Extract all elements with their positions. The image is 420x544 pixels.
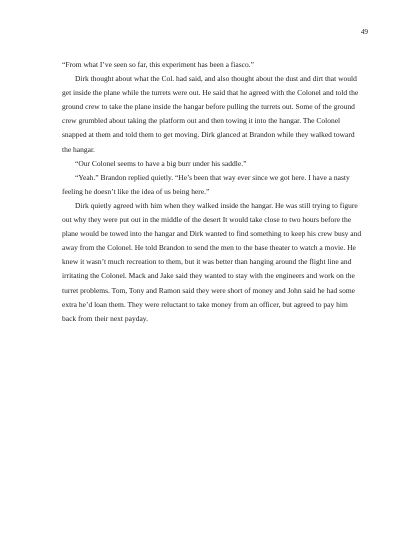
paragraph: Dirk quietly agreed with him when they walked inside the hangar. He was still trying to figure out why they were put out in the middle of the desert It would take close to two hours before the plane would be towed into the hangar and Dirk wanted to find something to keep his crew busy and away from the Colonel. He told Brandon to send the men to the base theater to watch a movie. He knew it wasn’t much recreation to them, but it was better than hanging around the flight line and irritating the Colonel. Mack and Jake said they wanted to stay with the engineers and work on the turret problems. Tom, Tony and Ramon said they were short of money and John said he had some extra he’d loan them. They were reluctant to take money from an officer, but agreed to pay him back from their next payday. <box>62 200 362 323</box>
paragraph: “From what I’ve seen so far, this experiment has been a fiasco.” <box>62 60 254 69</box>
page-number: 49 <box>360 28 368 36</box>
paragraph: Dirk thought about what the Col. had said, and also thought about the dust and dirt that would get inside the plane while the turrets were out. He said that he agreed with the Colonel and told the ground crew to take the plane inside the hangar before pulling the turrets out. Some of the ground crew grumbled about taking the platform out and then towing it into the hangar. The Colonel snapped at them and told them to get moving. Dirk glanced at Brandon while they walked toward the hangar. <box>62 74 359 154</box>
body-text <box>62 58 362 326</box>
paragraph: “Our Colonel seems to have a big burr under his saddle.” <box>75 158 247 168</box>
paragraph: “Yeah.” Brandon replied quietly. “He’s been that way ever since we got here. I have a nasty feeling he doesn’t like the idea of us being here.” <box>62 172 350 196</box>
